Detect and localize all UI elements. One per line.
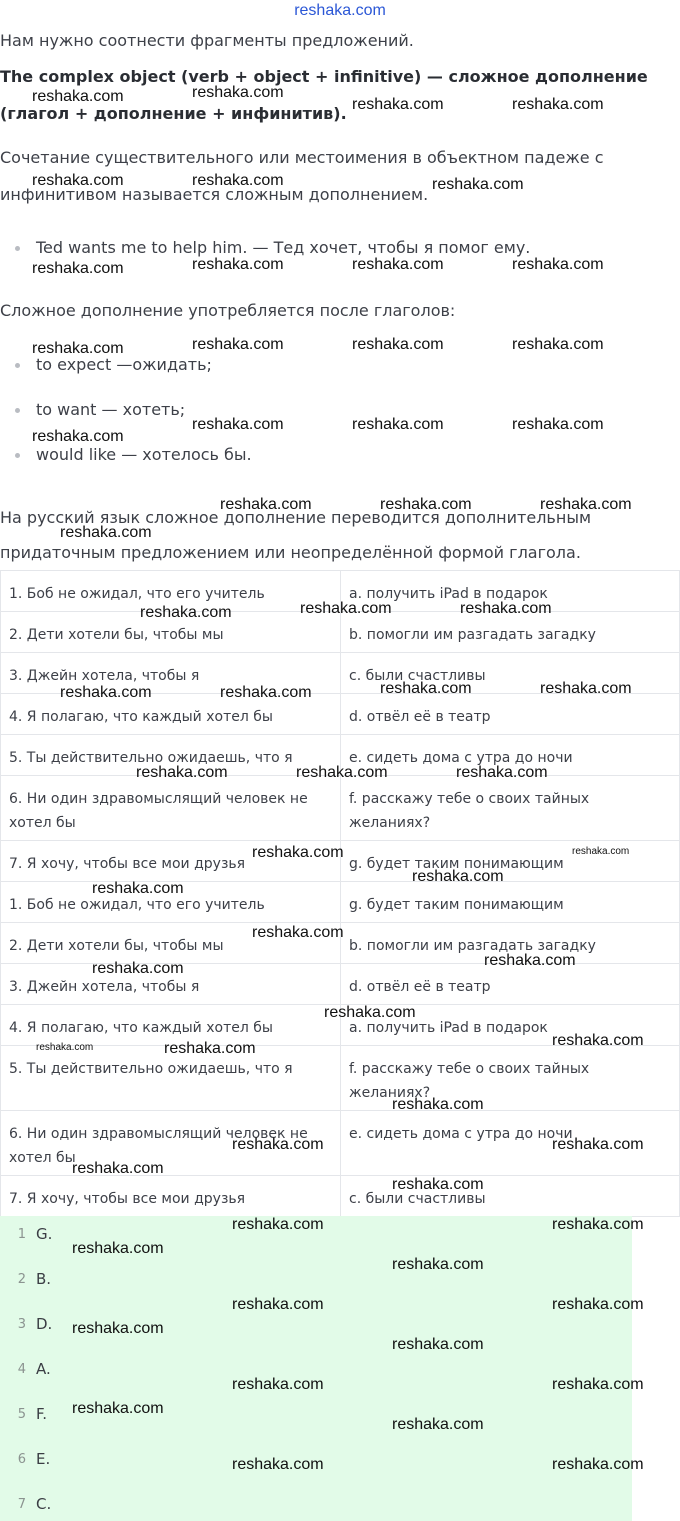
table-row	[1, 882, 680, 923]
table-cell: g. будет таким понимающим	[341, 841, 680, 882]
watermark: reshaka.com	[392, 1096, 484, 1113]
answer-value: B.	[36, 1270, 52, 1288]
watermark: reshaka.com	[572, 846, 630, 857]
watermark: reshaka.com	[300, 600, 392, 617]
table-cell: g. будет таким понимающим	[341, 882, 680, 923]
watermark: reshaka.com	[32, 88, 124, 105]
table-row	[1, 1005, 680, 1046]
watermark: reshaka.com	[192, 416, 284, 433]
verb-item	[0, 354, 212, 376]
table-cell: 4. Я полагаю, что каждый хотел бы	[1, 694, 341, 735]
watermark: reshaka.com	[352, 256, 444, 273]
watermark: reshaka.com	[232, 1456, 324, 1473]
watermark: reshaka.com	[232, 1136, 324, 1153]
watermark: reshaka.com	[164, 1040, 256, 1057]
table-cell: f. расскажу тебе о своих тайных желаниях?	[341, 776, 680, 841]
table-row	[1, 964, 680, 1005]
watermark: reshaka.com	[92, 880, 184, 897]
watermark: reshaka.com	[60, 684, 152, 701]
watermark: reshaka.com	[220, 496, 312, 513]
watermark: reshaka.com	[392, 1416, 484, 1433]
bullet-icon	[15, 453, 20, 458]
table-row	[1, 653, 680, 694]
bullet-icon	[15, 246, 20, 251]
watermark: reshaka.com	[552, 1136, 644, 1153]
watermark: reshaka.com	[232, 1296, 324, 1313]
bullet-icon	[15, 408, 20, 413]
watermark: reshaka.com	[220, 684, 312, 701]
verbs-intro: Сложное дополнение употребляется после глаголов:	[0, 301, 456, 320]
table-cell: 6. Ни один здравомыслящий человек не хотел бы	[1, 1111, 341, 1176]
rule-title: The complex object (verb + object + infinitive) — сложное дополнение (глагол + дополнение + инфинитив).	[0, 67, 648, 123]
verb-item	[0, 444, 252, 466]
table-cell: 4. Я полагаю, что каждый хотел бы	[1, 1005, 341, 1046]
answer-number: 6	[17, 1451, 26, 1467]
table-row	[1, 571, 680, 612]
watermark: reshaka.com	[512, 336, 604, 353]
table-row	[1, 612, 680, 653]
table-row	[1, 1111, 680, 1176]
table-row	[1, 841, 680, 882]
watermark: reshaka.com	[456, 764, 548, 781]
watermark: reshaka.com	[392, 1336, 484, 1353]
table-cell: c. были счастливы	[341, 653, 680, 694]
watermark: reshaka.com	[552, 1456, 644, 1473]
translation-note: На русский язык сложное дополнение переводится дополнительным придаточным предложением или неопределённой формой глагола.	[0, 508, 592, 562]
example-item	[0, 237, 530, 259]
table-cell: 7. Я хочу, чтобы все мои друзья	[1, 1176, 341, 1217]
verb-item	[0, 399, 185, 421]
watermark: reshaka.com	[380, 680, 472, 697]
example-text: Ted wants me to help him. — Тед хочет, чтобы я помог ему.	[36, 238, 531, 257]
answer-value: A.	[36, 1360, 51, 1378]
watermark: reshaka.com	[140, 604, 232, 621]
table-cell: a. получить iPad в подарок	[341, 571, 680, 612]
watermark: reshaka.com	[72, 1240, 164, 1257]
table-cell: a. получить iPad в подарок	[341, 1005, 680, 1046]
watermark: reshaka.com	[324, 1004, 416, 1021]
table-cell: e. сидеть дома с утра до ночи	[341, 735, 680, 776]
verbs-list	[0, 354, 212, 376]
table-row	[1, 694, 680, 735]
watermark: reshaka.com	[540, 680, 632, 697]
table-cell: d. отвёл её в театр	[341, 694, 680, 735]
watermark: reshaka.com	[252, 924, 344, 941]
answer-value: C.	[36, 1495, 52, 1513]
watermark: reshaka.com	[460, 600, 552, 617]
watermark: reshaka.com	[72, 1320, 164, 1337]
table-cell: 5. Ты действительно ожидаешь, что я	[1, 735, 341, 776]
watermark: reshaka.com	[192, 256, 284, 273]
answer-item	[0, 1309, 52, 1339]
watermark: reshaka.com	[392, 1256, 484, 1273]
table-row	[1, 735, 680, 776]
table-cell: f. расскажу тебе о своих тайных желаниях?	[341, 1046, 680, 1111]
task-table	[0, 570, 680, 1217]
table-cell: 6. Ни один здравомыслящий человек не хотел бы	[1, 776, 341, 841]
table-cell: d. отвёл её в театр	[341, 964, 680, 1005]
watermark: reshaka.com	[512, 416, 604, 433]
answer-number: 3	[17, 1316, 26, 1332]
watermark: reshaka.com	[552, 1376, 644, 1393]
watermark: reshaka.com	[552, 1216, 644, 1233]
watermark: reshaka.com	[32, 172, 124, 189]
watermark: reshaka.com	[32, 428, 124, 445]
answer-item	[0, 1489, 51, 1519]
watermark: reshaka.com	[296, 764, 388, 781]
table-cell: b. помогли им разгадать загадку	[341, 923, 680, 964]
table-cell: 5. Ты действительно ожидаешь, что я	[1, 1046, 341, 1111]
watermark: reshaka.com	[232, 1216, 324, 1233]
answer-item	[0, 1399, 47, 1429]
table-cell: 1. Боб не ожидал, что его учитель	[1, 882, 341, 923]
table-cell: e. сидеть дома с утра до ночи	[341, 1111, 680, 1176]
table-cell: 3. Джейн хотела, чтобы я	[1, 964, 341, 1005]
answer-item	[0, 1354, 51, 1384]
table-cell: 2. Дети хотели бы, чтобы мы	[1, 612, 341, 653]
watermark: reshaka.com	[72, 1160, 164, 1177]
verbs-list-3	[0, 444, 252, 466]
watermark: reshaka.com	[432, 176, 524, 193]
watermark: reshaka.com	[72, 1400, 164, 1417]
definition-text: Сочетание существительного или местоимения в объектном падеже с инфинитивом называется сложным дополнением.	[0, 148, 604, 204]
watermark: reshaka.com	[380, 496, 472, 513]
table-row	[1, 776, 680, 841]
watermark: reshaka.com	[512, 256, 604, 273]
bullet-icon	[15, 363, 20, 368]
intro-text: Нам нужно соотнести фрагменты предложений.	[0, 31, 414, 50]
watermark: reshaka.com	[92, 960, 184, 977]
table-cell: c. были счастливы	[341, 1176, 680, 1217]
watermark: reshaka.com	[512, 96, 604, 113]
watermark: reshaka.com	[232, 1376, 324, 1393]
table-cell: 2. Дети хотели бы, чтобы мы	[1, 923, 341, 964]
answer-item	[0, 1444, 50, 1474]
answer-list	[0, 1216, 632, 1521]
watermark: reshaka.com	[192, 172, 284, 189]
watermark: reshaka.com	[552, 1032, 644, 1049]
watermark: reshaka.com	[352, 416, 444, 433]
watermark: reshaka.com	[412, 868, 504, 885]
verb-text: would like — хотелось бы.	[36, 445, 252, 464]
verbs-list-2	[0, 399, 185, 421]
watermark: reshaka.com	[36, 1042, 94, 1053]
table-row	[1, 923, 680, 964]
verb-text: to want — хотеть;	[36, 400, 186, 419]
answer-value: F.	[36, 1405, 47, 1423]
watermark: reshaka.com	[540, 496, 632, 513]
site-link[interactable]: reshaka.com	[294, 2, 386, 19]
watermark: reshaka.com	[392, 1176, 484, 1193]
watermark: reshaka.com	[136, 764, 228, 781]
table-row	[1, 1176, 680, 1217]
watermark: reshaka.com	[192, 84, 284, 101]
answer-item	[0, 1264, 51, 1294]
watermark: reshaka.com	[352, 336, 444, 353]
table-cell: 1. Боб не ожидал, что его учитель	[1, 571, 341, 612]
answer-number: 5	[17, 1406, 26, 1422]
answer-item	[0, 1219, 52, 1249]
answer-number: 2	[17, 1271, 26, 1287]
watermark: reshaka.com	[484, 952, 576, 969]
answer-value: G.	[36, 1225, 53, 1243]
watermark: reshaka.com	[32, 340, 124, 357]
table-cell: 7. Я хочу, чтобы все мои друзья	[1, 841, 341, 882]
example-list	[0, 237, 530, 259]
watermark: reshaka.com	[552, 1296, 644, 1313]
watermark: reshaka.com	[192, 336, 284, 353]
answer-number: 7	[17, 1496, 26, 1512]
answer-number: 4	[17, 1361, 26, 1377]
verb-text: to expect —ожидать;	[36, 355, 212, 374]
answer-number: 1	[17, 1226, 26, 1242]
answer-value: D.	[36, 1315, 53, 1333]
watermark: reshaka.com	[32, 260, 124, 277]
table-row	[1, 1046, 680, 1111]
table-cell: b. помогли им разгадать загадку	[341, 612, 680, 653]
answer-value: E.	[36, 1450, 51, 1468]
watermark: reshaka.com	[252, 844, 344, 861]
watermark: reshaka.com	[352, 96, 444, 113]
watermark: reshaka.com	[60, 524, 152, 541]
table-cell: 3. Джейн хотела, чтобы я	[1, 653, 341, 694]
